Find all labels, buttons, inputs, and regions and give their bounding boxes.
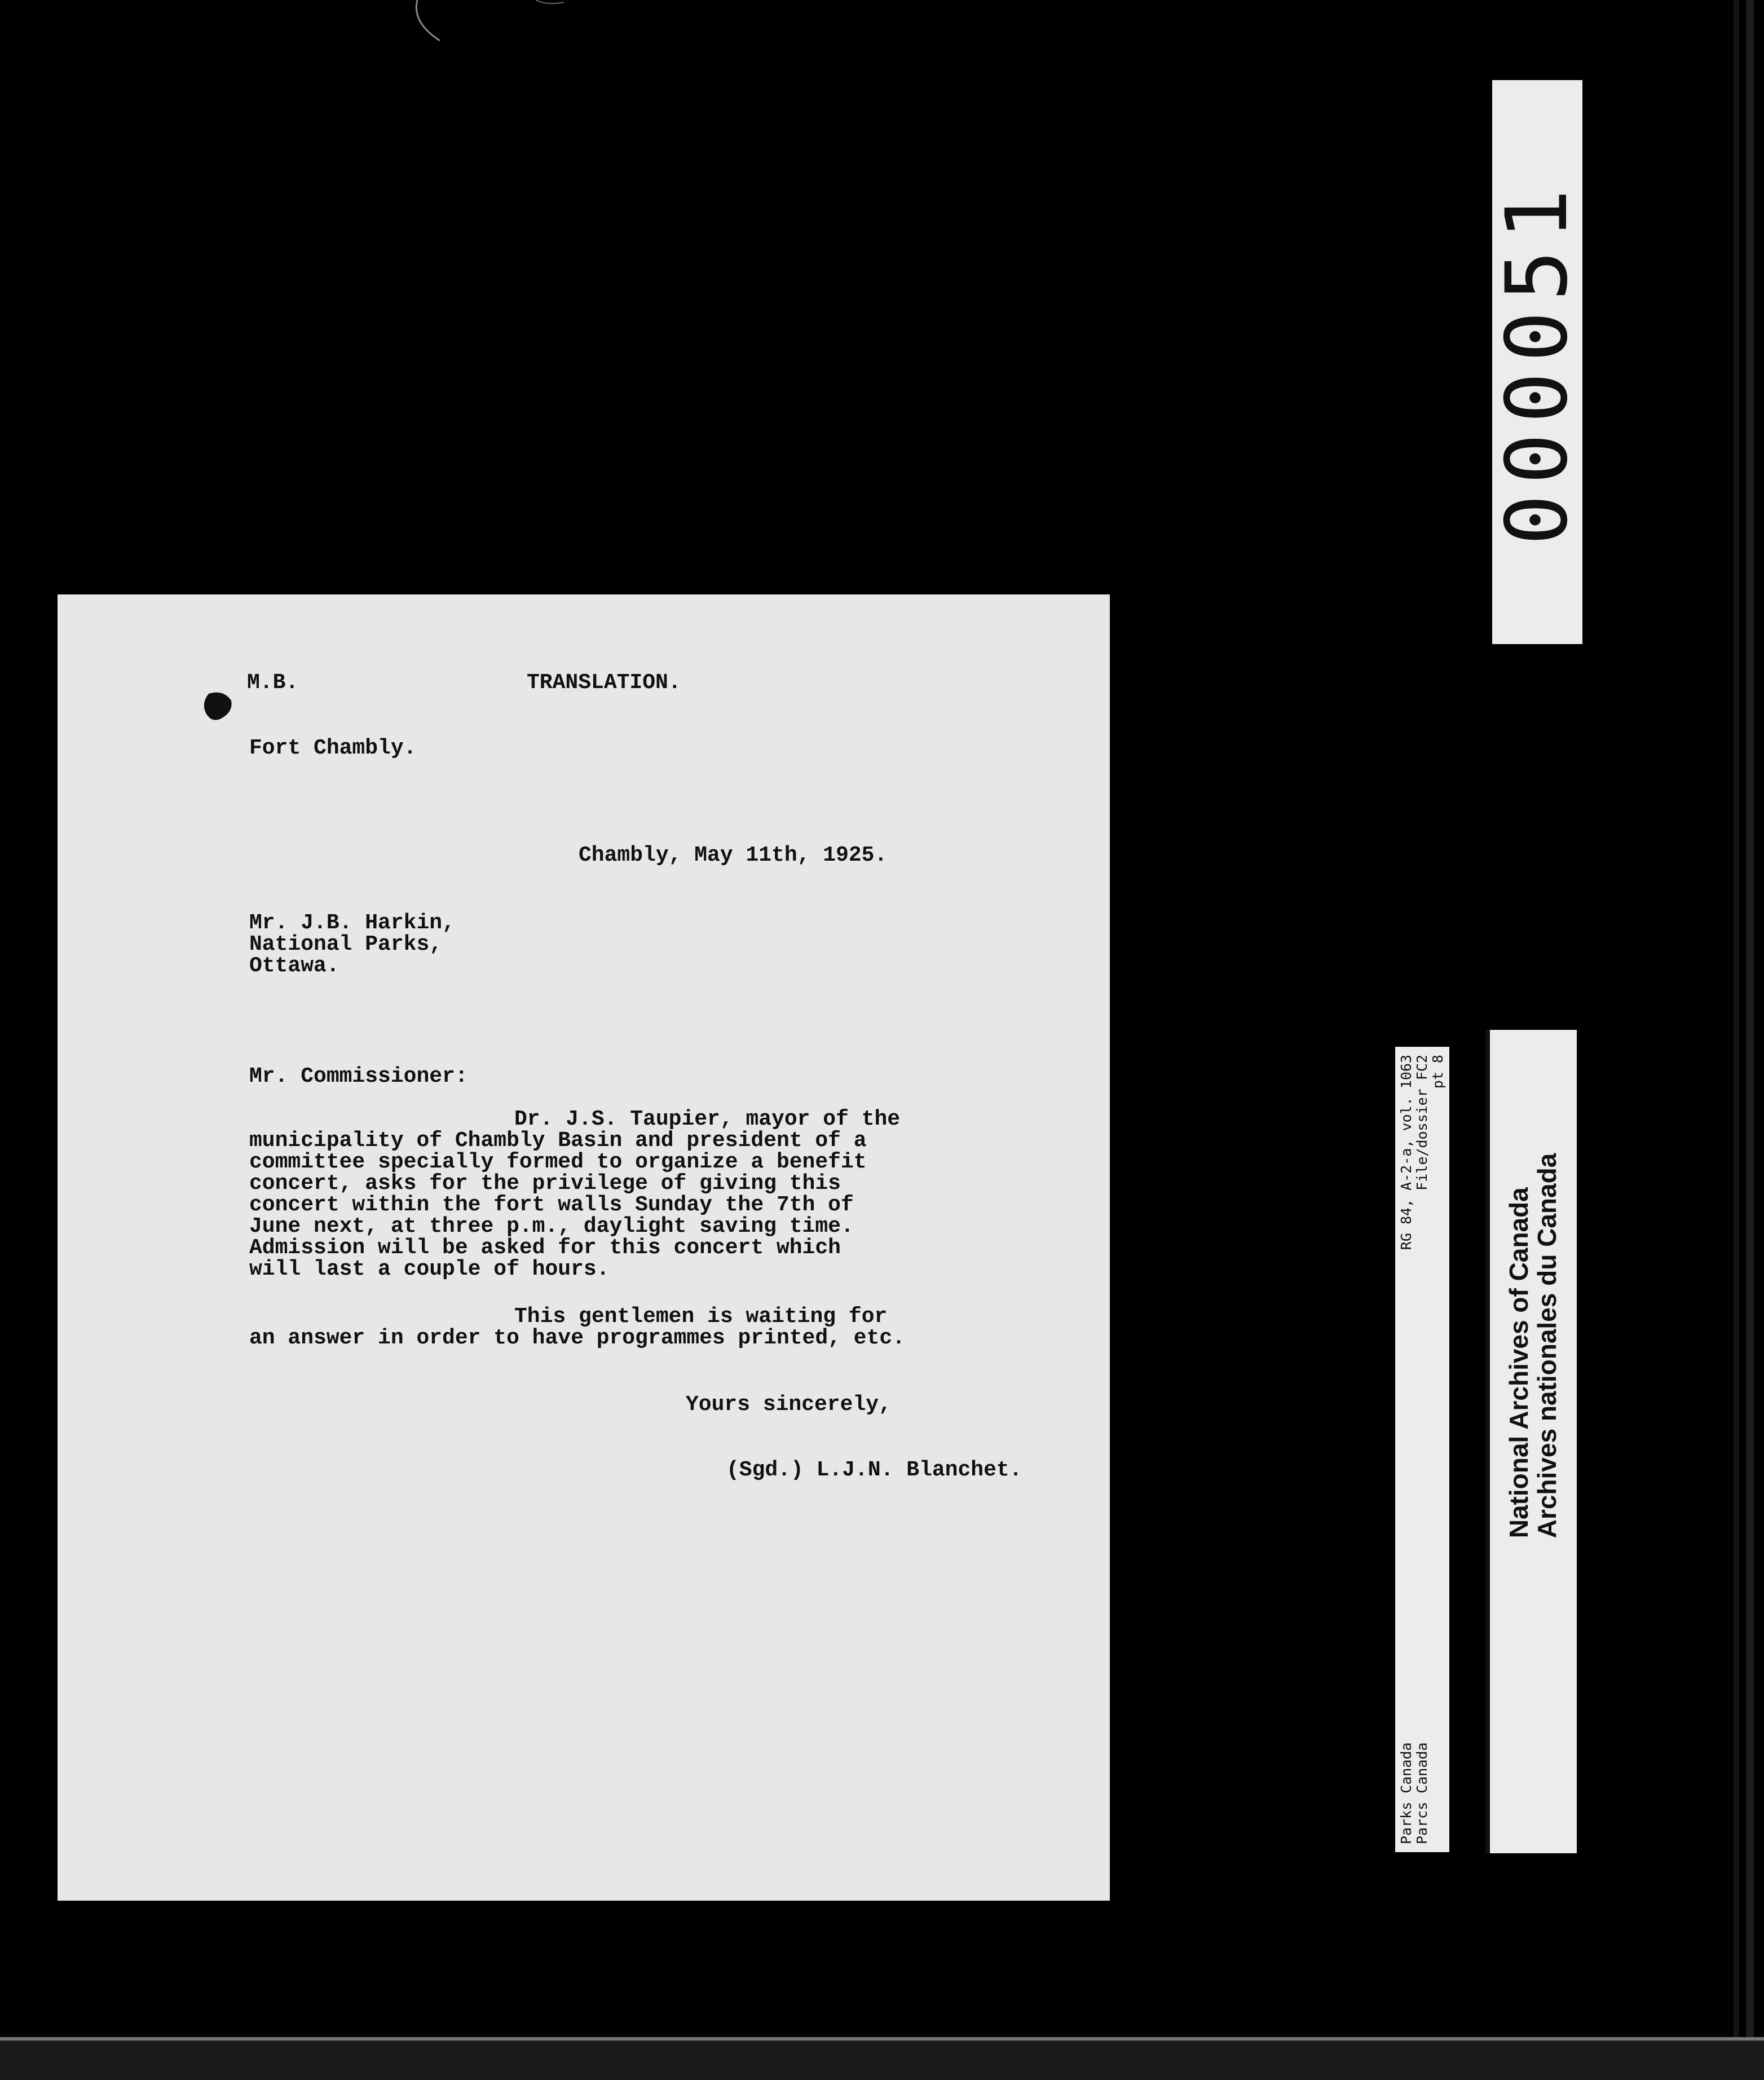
film-edge	[1684, 0, 1764, 2037]
paragraph-line: an answer in order to have programmes printed, etc.	[249, 1326, 905, 1350]
signature: (Sgd.) L.J.N. Blanchet.	[726, 1458, 1022, 1482]
letter-date: Chambly, May 11th, 1925.	[579, 843, 888, 867]
frame-number: 000051	[1488, 179, 1586, 545]
org-name: Parcs Canada	[1414, 1742, 1430, 1844]
ink-blot-mark	[199, 689, 235, 725]
strip-divider	[1485, 1030, 1490, 1853]
recipient-line: Ottawa.	[249, 954, 339, 978]
film-smudge	[395, 0, 575, 45]
paragraph-line: concert, asks for the privilege of giving this	[249, 1171, 841, 1196]
document-heading: TRANSLATION.	[527, 671, 681, 695]
paragraph-line: This gentlemen is waiting for	[514, 1305, 888, 1329]
archival-reference-label	[1395, 1047, 1449, 1852]
record-reference: RG 84, A-2-a, vol. 1063	[1398, 1055, 1414, 1250]
org-name: Parks Canada	[1398, 1742, 1414, 1844]
paragraph-line: Admission will be asked for this concert which	[249, 1236, 841, 1260]
recipient-line: National Parks,	[249, 932, 443, 957]
frame-number-strip	[1488, 80, 1586, 644]
salutation: Mr. Commissioner:	[249, 1064, 468, 1089]
paragraph-line: Dr. J.S. Taupier, mayor of the	[514, 1107, 901, 1131]
paragraph-line: committee specially formed to organize a benefit	[249, 1150, 867, 1174]
archives-name-en: National Archives of Canada	[1504, 1187, 1533, 1539]
recipient-line: Mr. J.B. Harkin,	[249, 911, 455, 935]
paragraph-line: June next, at three p.m., daylight saving time.	[249, 1214, 854, 1239]
closing: Yours sincerely,	[686, 1392, 892, 1417]
paragraph-line: municipality of Chambly Basin and president of a	[249, 1129, 867, 1153]
film-bottom-edge	[0, 2037, 1764, 2080]
paragraph-line: will last a couple of hours.	[249, 1257, 610, 1281]
paragraph-line: concert within the fort walls Sunday the 7th of	[249, 1193, 854, 1217]
file-reference: File/dossier FC2	[1414, 1055, 1430, 1191]
archives-label	[1489, 1030, 1577, 1853]
initials: M.B.	[247, 671, 299, 695]
letter-page	[58, 594, 1110, 1901]
archives-name-fr: Archives nationales du Canada	[1532, 1153, 1562, 1539]
part-reference: pt 8	[1430, 1055, 1446, 1089]
subject-line: Fort Chambly.	[249, 736, 417, 760]
